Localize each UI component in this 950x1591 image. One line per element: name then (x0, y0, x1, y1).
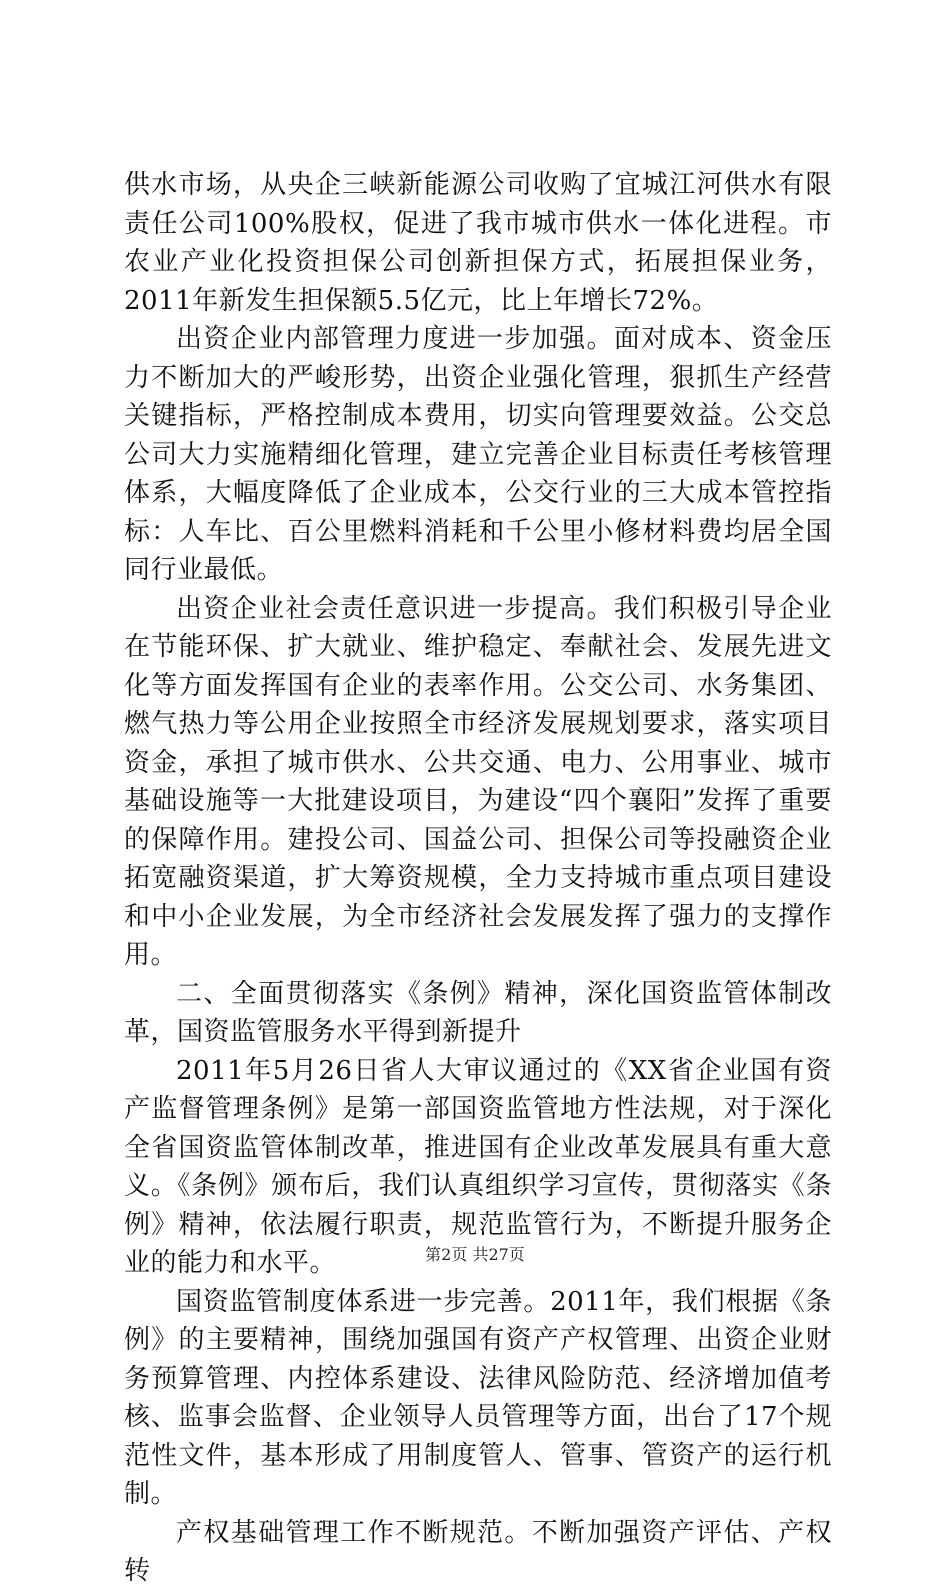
paragraph-3: 出资企业社会责任意识进一步提高。我们积极引导企业在节能环保、扩大就业、维护稳定、奉献社会、发展先进文化等方面发挥国有企业的表率作用。公交公司、水务集团、燃气热力等公用企业按照全市经济发展规划要求，落实项目资金，承担了城市供水、公共交通、电力、公用事业、城市基础设施等一大批建设项目，为建设“四个襄阳”发挥了重要的保障作用。建投公司、国益公司、担保公司等投融资企业拓宽融资渠道，扩大筹资规模，全力支持城市重点项目建设和中小企业发展，为全市经济社会发展发挥了强力的支撑作用。 (124, 593, 832, 970)
section-heading: 二、全面贯彻落实《条例》精神，深化国资监管体制改革，国资监管服务水平得到新提升 (124, 978, 832, 1047)
paragraph-5: 国资监管制度体系进一步完善。2011年，我们根据《条例》的主要精神，围绕加强国有资产产权管理、出资企业财务预算管理、内控体系建设、法律风险防范、经济增加值考核、监事会监督、企业领导人员管理等方面，出台了17个规范性文件，基本形成了用制度管人、管事、管资产的运行机制。 (124, 1286, 832, 1509)
page-number-footer: 第2页 共27页 (425, 1245, 525, 1264)
paragraph-1: 供水市场，从央企三峡新能源公司收购了宜城江河供水有限责任公司100%股权，促进了我市城市供水一体化进程。市农业产业化投资担保公司创新担保方式，拓展担保业务，2011年新发生担保额5.5亿元，比上年增长72%。 (124, 170, 832, 316)
document-body (124, 166, 832, 1591)
paragraph-2: 出资企业内部管理力度进一步加强。面对成本、资金压力不断加大的严峻形势，出资企业强化管理，狠抓生产经营关键指标，严格控制成本费用，切实向管理要效益。公交总公司大力实施精细化管理，建立完善企业目标责任考核管理体系，大幅度降低了企业成本，公交行业的三大成本管控指标：人车比、百公里燃料消耗和千公里小修材料费均居全国同行业最低。 (124, 324, 832, 585)
paragraph-4: 2011年5月26日省人大审议通过的《XX省企业国有资产监督管理条例》是第一部国资监管地方性法规，对于深化全省国资监管体制改革，推进国有企业改革发展具有重大意义。《条例》颁布后，我们认真组织学习宣传，贯彻落实《条例》精神，依法履行职责，规范监管行为，不断提升服务企业的能力和水平。 (124, 1055, 832, 1278)
paragraph-6: 产权基础管理工作不断规范。不断加强资产评估、产权转 (124, 1517, 832, 1586)
